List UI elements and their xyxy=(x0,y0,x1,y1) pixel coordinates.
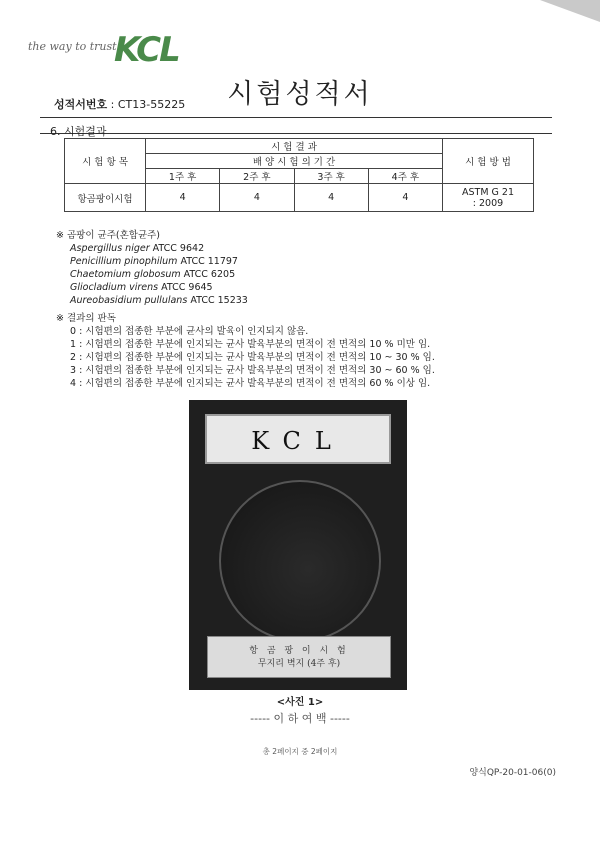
grading-item: 0 : 시험편의 접종한 부분에 균사의 발육이 인지되지 않음. xyxy=(70,326,309,337)
specimen-label-line: 무지리 벽지 (4주 후) xyxy=(257,659,341,669)
period-header: 배 양 시 험 의 기 간 xyxy=(146,154,443,169)
corner-decoration xyxy=(540,0,600,22)
result-header: 시 험 결 과 xyxy=(146,139,443,154)
header-divider xyxy=(40,117,552,118)
page-title: 시험성적서 xyxy=(227,79,373,110)
strain-heading: ※ 곰팡이 균주(혼합균주) xyxy=(56,230,161,241)
grading-heading: ※ 결과의 판독 xyxy=(56,313,116,324)
result-cell: 4 xyxy=(368,184,442,212)
method-line: : 2009 xyxy=(472,197,504,209)
kcl-logo: KCL xyxy=(114,30,179,70)
cert-number-value: CT13-55225 xyxy=(117,98,186,111)
grading-list xyxy=(56,312,435,390)
strain-item: Penicillium pinophilum ATCC 11797 xyxy=(70,256,238,267)
grading-item: 3 : 시험편의 접종한 부분에 인지되는 균사 발육부분의 면적이 전 면적의 30 ~ 60 % 임. xyxy=(70,365,435,376)
grading-item: 2 : 시험편의 접종한 부분에 인지되는 균사 발육부분의 면적이 전 면적의 10 ~ 30 % 임. xyxy=(70,352,435,363)
grading-item: 4 : 시험편의 접종한 부분에 인지되는 균사 발육부분의 면적이 전 면적의 60 % 이상 임. xyxy=(70,378,431,389)
result-cell: 4 xyxy=(294,184,368,212)
result-cell: 4 xyxy=(146,184,220,212)
week-header: 4주 후 xyxy=(368,169,442,184)
form-number: 양식QP-20-01-06(0) xyxy=(469,768,556,778)
strain-item: Gliocladium virens ATCC 9645 xyxy=(70,282,213,293)
tagline: the way to trust xyxy=(28,40,117,53)
week-header: 3주 후 xyxy=(294,169,368,184)
kcl-plate: KCL xyxy=(205,414,391,464)
result-cell: 4 xyxy=(220,184,294,212)
specimen-label-line: 항 곰 팡 이 시 험 xyxy=(249,646,349,656)
method-header: 시 험 방 법 xyxy=(443,139,534,184)
item-header: 시 험 항 목 xyxy=(65,139,146,184)
cert-number-sep: : xyxy=(110,98,115,111)
strain-item: Aspergillus niger ATCC 9642 xyxy=(70,243,205,254)
photo-caption: <사진 1> xyxy=(276,697,324,708)
strain-item: Aureobasidium pullulans ATCC 15233 xyxy=(70,295,248,306)
grading-item: 1 : 시험편의 접종한 부분에 인지되는 균사 발육부분의 면적이 전 면적의 10 % 미만 임. xyxy=(70,339,431,350)
week-header: 1주 후 xyxy=(146,169,220,184)
section-divider xyxy=(40,133,552,134)
cert-number-label: 성적서번호 xyxy=(54,98,108,111)
method-cell xyxy=(443,184,534,212)
petri-dish xyxy=(219,480,381,642)
section-title: 6. 시험결과 xyxy=(50,125,107,138)
results-table xyxy=(64,138,534,212)
certificate-number xyxy=(54,96,185,112)
method-line: ASTM G 21 xyxy=(461,186,515,198)
test-photo xyxy=(189,400,407,690)
strain-item: Chaetomium globosum ATCC 6205 xyxy=(70,269,236,280)
end-of-document: ----- 이 하 여 백 ----- xyxy=(250,712,350,725)
week-header: 2주 후 xyxy=(220,169,294,184)
specimen-label xyxy=(207,636,391,678)
test-item-cell: 항곰팡이시험 xyxy=(65,184,146,212)
page-info: 총 2페이지 중 2페이지 xyxy=(262,747,338,756)
strain-list xyxy=(56,229,248,307)
